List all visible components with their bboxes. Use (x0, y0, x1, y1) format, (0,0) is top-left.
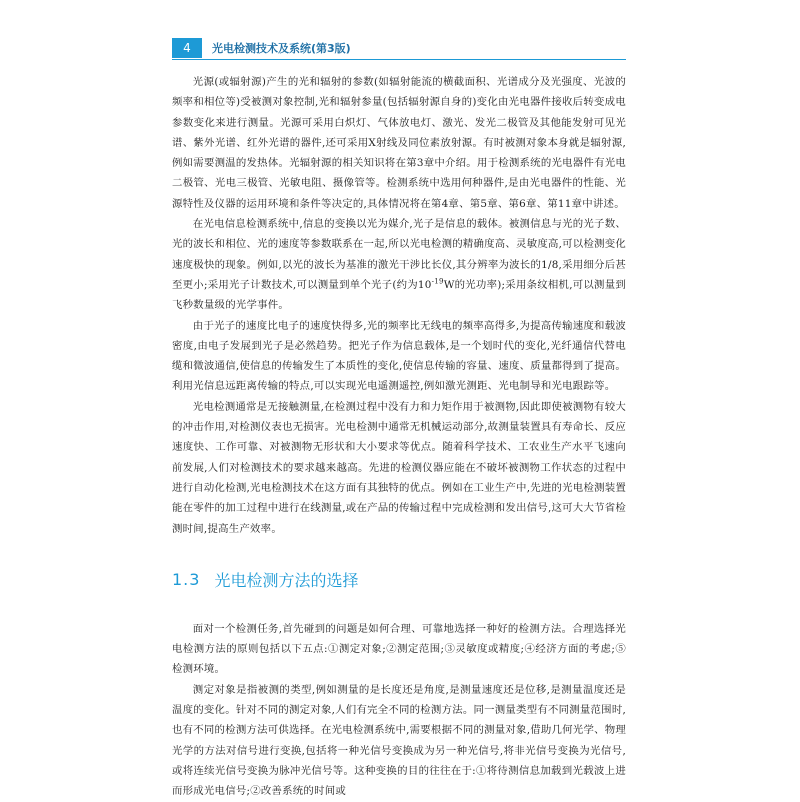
paragraph (172, 214, 626, 315)
section-heading (172, 567, 626, 593)
section-title: 光电检测方法的选择 (214, 571, 359, 591)
paragraph: 面对一个检测任务,首先碰到的问题是如何合理、可靠地选择一种好的检测方法。合理选择光电检测方法的原则包括以下五点:①测定对象;②测定范围;③灵敏度或精度;④经济方面的考虑;⑤检测环境。 (172, 622, 626, 676)
paragraph: 光源(或辐射源)产生的光和辐射的参数(如辐射能流的横截面积、光谱成分及光强度、光波的频率和相位等)受被测对象控制,光和辐射参量(包括辐射源自身的)变化由光电器件接收后转变成电参数变化来进行测量。光源可采用白炽灯、气体放电灯、激光、发光二极管及其他能发射可见光谱、紫外光谱、红外光谱的器件,还可采用X射线及同位素放射源。有时被测对象本身就是辐射源,例如需要测温的发热体。光辐射源的相关知识将在第3章中介绍。用于检测系统的光电器件有光电二极管、光电三极管、光敏电阻、摄像管等。检测系统中选用何种器件,是由光电器件的性能、光源特性及仪器的运用环境和条件等决定的,具体情况将在第4章、第5章、第6章、第11章中讲述。 (172, 76, 626, 210)
running-title: 光电检测技术及系统(第3版) (212, 42, 351, 55)
paragraph-text: W的光功率);采用条纹相机,可以测量到飞秒数量级的光学事件。 (172, 278, 626, 312)
section-number: 1.3 (172, 570, 201, 590)
page-number: 4 (172, 38, 202, 58)
paragraph-text: 在光电信息检测系统中,信息的变换以光为媒介,光子是信息的载体。被测信息与光的光子数、光的波长和相位、光的速度等参数联系在一起,所以光电检测的精确度高、灵敏度高,可以检测变化速度极快的现象。例如,以光的波长为基准的激光干涉比长仪,其分辨率为波长的1/8,采用细分后甚至更小;采用光子计数技术,可以测量到单个光子(约为10 (172, 218, 627, 291)
page-header (172, 38, 626, 58)
body-text (172, 72, 626, 802)
exponent: -19 (431, 277, 444, 286)
paragraph: 光电检测通常是无接触测量,在检测过程中没有力和力矩作用于被测物,因此即使被测物有较大的冲击作用,对检测仪表也无损害。光电检测中通常无机械运动部分,故测量装置具有寿命长、反应速度快、工作可靠、对被测物无形状和大小要求等优点。随着科学技术、工农业生产水平飞速向前发展,人们对检测技术的要求越来越高。先进的检测仪器应能在不破坏被测物工作状态的过程中进行自动化检测,光电检测技术在这方面有其独特的优点。例如在工业生产中,先进的光电检测装置能在零件的加工过程中进行在线测量,或在产品的传输过程中完成检测和发出信号,这可大大节省检测时间,提高生产效率。 (172, 400, 627, 535)
paragraph: 由于光子的速度比电子的速度快得多,光的频率比无线电的频率高得多,为提高传输速度和载波密度,由电子发展到光子是必然趋势。把光子作为信息载体,是一个划时代的变化,光纤通信代替电缆和微波通信,使信息的传输发生了本质性的变化,使信息传输的容量、速度、质量都得到了提高。利用光信息远距离传输的特点,可以实现光电遥测遥控,例如激光测距、光电制导和光电跟踪等。 (172, 319, 627, 393)
header-rule (172, 59, 626, 60)
paragraph: 测定对象是指被测的类型,例如测量的是长度还是角度,是测量速度还是位移,是测量温度还是温度的变化。针对不同的测定对象,人们有完全不同的检测方法。同一测量类型有不同测量范围时,也有不同的检测方法可供选择。在光电检测系统中,需要根据不同的测量对象,借助几何光学、物理光学的方法对信号进行变换,包括将一种光信号变换成为另一种光信号,将非光信号变换为光信号,或将连续光信号变换为脉冲光信号等。这种变换的目的往往在于:①将待测信息加载到光载波上进而形成光电信号;②改善系统的时间或 (172, 683, 627, 798)
